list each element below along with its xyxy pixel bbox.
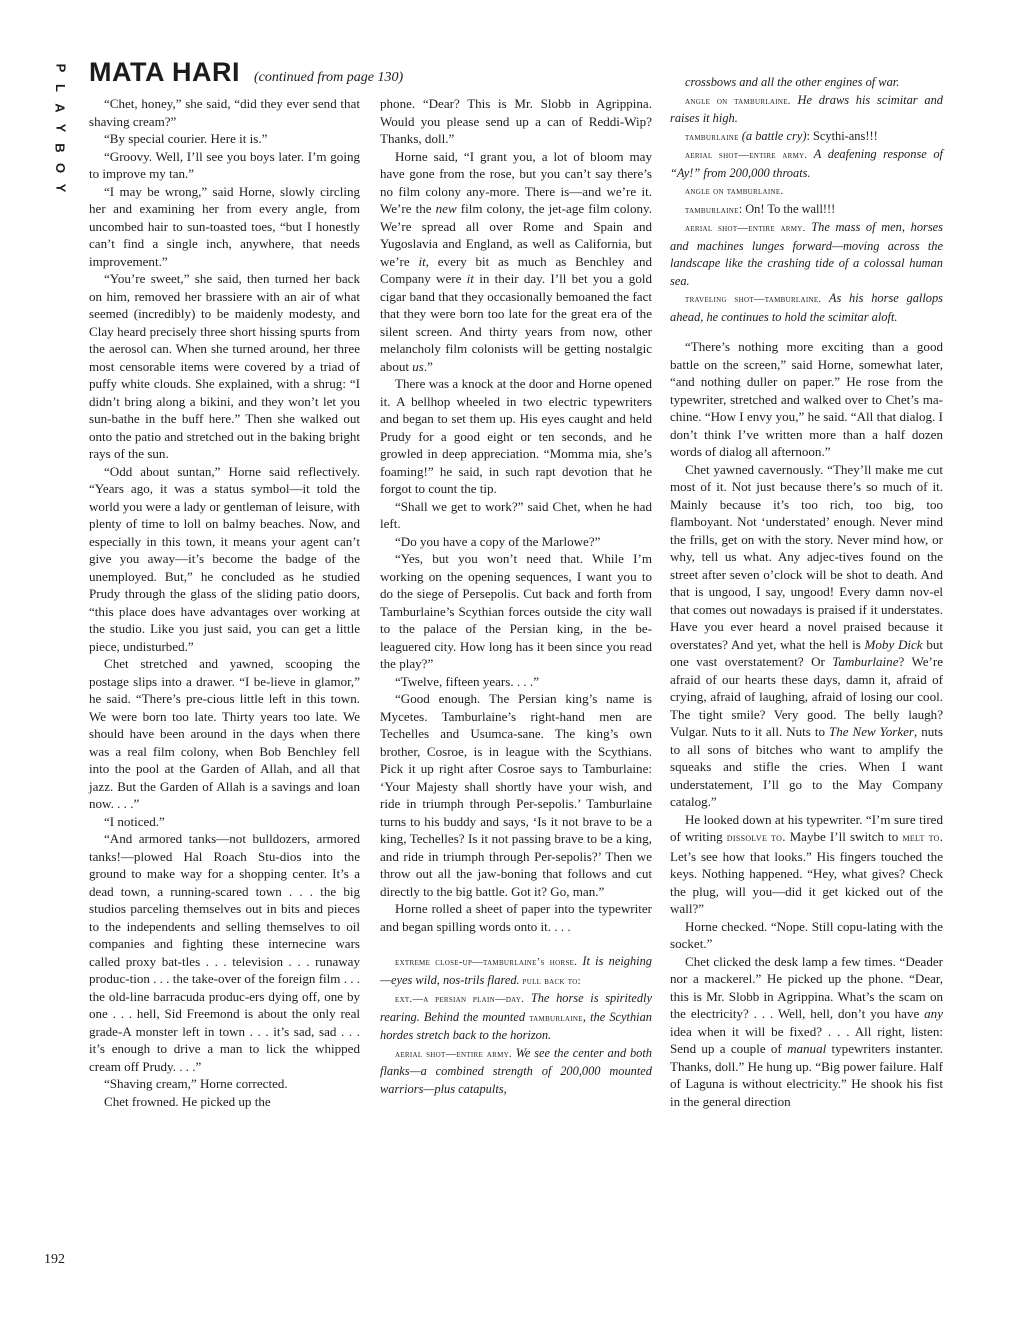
column-3 [670, 74, 943, 1110]
magazine-name-vertical [50, 58, 70, 198]
magazine-letter: B [52, 143, 68, 153]
article-header [89, 57, 403, 88]
paragraph: “Yes, but you won’t need that. While I’m working on the opening sequences, I want you to do the siege of Persepolis. Cut back and forth from Tamburlaine’s Scythian forces outside the city wall to the palace of the Persian king, in the be-leaguered city. How long has it been since you read the play?” [380, 551, 652, 671]
paragraph: Chet stretched and yawned, scooping the postage slips into a drawer. “I be-lieve in glamor,” he said. “There’s pre-cious little left in this town. We were born too late. Thirty years too late. We should have been around in the days when there was a real film colony, when Bob Benchley fell into the pool at the Garden of Allah, and all that jazz. But the Garden of Allah is a savings and loan now. . . .” [89, 656, 360, 811]
script-direction: ext.—a persian plain—day. The horse is spiritedly rearing. Behind the mounted tamburlaine, the Scythian hordes stretch back to the horizon. [380, 991, 652, 1042]
continued-note: (continued from page 130) [253, 70, 404, 85]
script-direction: angle on tamburlaine. [685, 186, 784, 197]
paragraph: “You’re sweet,” she said, then turned her back on him, removed her brassiere with an air of what seemed (incredibly) to be maidenly modesty, and Clay heard precisely three short hissing spurts from the aerosol can. When she turned around, her three most censorable items were covered by a triad of puffy white clouds. She explained, with a shrug: “I didn’t bring along a bikini, and they won’t let you sun-bathe in the buff here.” Then she walked out onto the patio and stretched out in the baking bright rays of the sun. [89, 271, 360, 461]
paragraph: “I noticed.” [104, 813, 165, 829]
paragraph: “Chet, honey,” she said, “did they ever send that shaving cream?” [89, 96, 360, 129]
paragraph: “Shall we get to work?” said Chet, when he had left. [380, 498, 652, 531]
magazine-letter: Y [52, 123, 68, 133]
paragraph: Chet yawned cavernously. “They’ll make me cut most of it. Not just because there’s so much of it. Mainly because it’s too rich, too big, too flamboyant. Not ‘understated’ enough. Never mind the frills, get on with the story. Never mind how, or why, tell us what. Any adjec-tives found on the street after seven o’clock will be shot to death. And that is ungood, I say, ungood! Every damn nov-el that comes out nowadays is praised if it understates. Have you ever heard a novel praised because it overstates? And yet, what the hell is Moby Dick but one vast overstatement? Or Tamburlaine? We’re afraid of our hearts these days, damn it, afraid of crying, afraid of laughing, afraid of losing our cool. The tight smile? Very good. The belly laugh? Vulgar. Nuts to it all. Nuts to The New Yorker, nuts to all sons of bitches who want to amplify the squeaks and stifle the cries. When I want understatement, I’ll go to the May Company catalog.” [670, 461, 944, 809]
script-direction-continuation: crossbows and all the other engines of war. [685, 75, 900, 89]
magazine-letter: Y [52, 183, 68, 193]
paragraph-continuation: phone. “Dear? This is Mr. Slobb in Agrippina. Would you please send up a can of Reddi-Wip? Thanks, doll.” [380, 96, 652, 146]
paragraph: There was a knock at the door and Horne opened it. A bellhop wheeled in two electric typewriters and began to set them up. His eyes caught and held Prudy for a good eight or ten seconds, and he growled in deep appreciation. “Momma mia, she’s foaming!” he said, in such rapt devotion that he forgot to count the tip. [380, 376, 652, 496]
script-direction: traveling shot—tamburlaine. As his horse gallops ahead, he continues to hold the scimitar aloft. [670, 291, 943, 324]
paragraph: “There’s nothing more exciting than a good battle on the screen,” said Horne, somewhat later, “and nothing duller on paper.” He rose from the typewriter, stretched and walked over to Chet’s ma-chine. “How I envy you,” he said. “All that dialog. I don’t think I’ve written more than a half dozen words of dialog all afternoon.” [670, 339, 943, 459]
script-direction: aerial shot—entire army. The mass of men, horses and machines lunges forward—moving across the landscape like the crashing tide of a colossal human sea. [670, 220, 943, 288]
script-direction: angle on tamburlaine. He draws his scimitar and raises it high. [670, 92, 943, 125]
paragraph: “Odd about suntan,” Horne said reflectively. “Years ago, it was a status symbol—it told the world you were a lady or gentleman of leisure, with plenty of time to loll on balmy beaches. Now, and especially in this town, it means your agent can’t give you away—it’s become the badge of the unemployed. But,” he concluded as he studied Prudy through the glass of the sliding patio doors, “this place does have advantages over working at the studio. Like you just said, you can get a little piece, undisturbed.” [89, 463, 360, 654]
paragraph: “I may be wrong,” said Horne, slowly circling her and examining her from every angle, from uncombed hair to sun-toasted toes, “but I honestly can’t find a single inch, anywhere, that needs improvement.” [89, 183, 360, 269]
column-1 [89, 95, 360, 1110]
paragraph: “By special courier. Here it is.” [104, 131, 268, 146]
paragraph: “Shaving cream,” Horne corrected. [104, 1076, 288, 1091]
magazine-letter: O [53, 162, 68, 174]
script-direction: tamburlaine: On! To the wall!!! [685, 201, 836, 216]
paragraph: Horne said, “I grant you, a lot of bloom may have gone from the rose, but you can’t say there’s no film colony any-more. There is—and we’re it. We’re the new film colony, the jet-age film colony. We’re spread all over Rome and Spain and Yugoslavia and England, as well as California, but we’re it, every bit as much as Benchley and Company were it in their day. I’ll bet you a gold cigar band that they occasionally bemoaned the fact that they were born too late for the great era of the silent screen. And thirty years from now, other melancholy film colonists will be getting nostalgic about us.” [380, 148, 652, 374]
paragraph: “Twelve, fifteen years. . . .” [395, 673, 539, 689]
paragraph: “Groovy. Well, I’ll see you boys later. I’m going to improve my tan.” [89, 148, 360, 181]
paragraph: Chet frowned. He picked up the [104, 1093, 271, 1109]
script-direction: extreme close-up—tamburlaine’s horse. It is neighing—eyes wild, nos-trils flared. pull back to: [380, 954, 652, 987]
magazine-letter: P [52, 63, 68, 73]
paragraph: Horne checked. “Nope. Still copu-lating with the socket.” [670, 918, 943, 951]
column-2 [380, 95, 652, 1098]
paragraph: Chet clicked the desk lamp a few times. “Deader nor a mackerel.” He picked up the phone. “Dear, this is Mr. Slobb in Agrippina. What’s the scam on the electricity? . . . Well, hell, don’t you have any idea when it will be fixed? . . . All right, listen: Send up a couple of manual typewriters instanter. Thanks, doll.” He hung up. “Big power failure. Half of Laguna is without electricity.” He shook his fist in the general direction [670, 953, 943, 1109]
magazine-letter: A [52, 103, 68, 113]
article-title: MATA HARI [89, 57, 240, 87]
script-direction: aerial shot—entire army. A deafening response of “Ay!” from 200,000 throats. [670, 147, 943, 180]
paragraph: He looked down at his typewriter. “I’m sure tired of writing dissolve to. Maybe I’ll switch to melt to. Let’s see how that looks.” His fingers touched the keys. Nothing happened. “Hey, what gives? Check the plug, will you—did it get kicked out of the wall?” [670, 811, 943, 916]
paragraph: “And armored tanks—not bulldozers, armored tanks!—plowed Hal Roach Stu-dios into the ground to make way for a shopping center. It’s a dead town, a running-scared town . . . the big studios parceling themselves out in bits and pieces to the independents and selling themselves to oil companies and fighting these internecine wars called proxy bat-tles . . . television . . . runaway produc-tion . . . the take-over of the foreign film . . . the old-line barracuda produc-ers dying off, one by one . . . hell, Sid Freemond is about the only real grade-A monster left in town . . . it’s sad, sad . . . it’s enough to drive a man to lick the whipped cream off Prudy. . . .” [89, 831, 361, 1074]
script-direction: tamburlaine (a battle cry): Scythi-ans!!! [685, 128, 878, 143]
paragraph: “Do you have a copy of the Marlowe?” [395, 533, 601, 549]
paragraph: Horne rolled a sheet of paper into the typewriter and began spilling words onto it. . . . [380, 901, 652, 934]
paragraph: “Good enough. The Persian king’s name is Mycetes. Tamburlaine’s right-hand men are Techelles and Usumca-sane. The king’s own brother, Cosroe, is in league with the Scythians. Pick it up right after Cosroe says to Tamburlaine: ‘Your Majesty shall shortly have your wish, and ride in triumph through Per-sepolis.’ Tamburlaine turns to his buddy and says, ‘Is it not brave to be a king, Techelles? Is it not passing brave to be a king, and ride in triumph through Per-sepolis?’ Then we throw out all the jaw-boning that follows and cut directly to the big battle. Got it? Go, man.” [380, 691, 652, 899]
page-number: 192 [44, 1252, 65, 1267]
magazine-letter: L [52, 84, 68, 92]
script-direction: aerial shot—entire army. We see the center and both flanks—a combined strength of 200,000 mounted warriors—plus catapults, [380, 1045, 652, 1096]
